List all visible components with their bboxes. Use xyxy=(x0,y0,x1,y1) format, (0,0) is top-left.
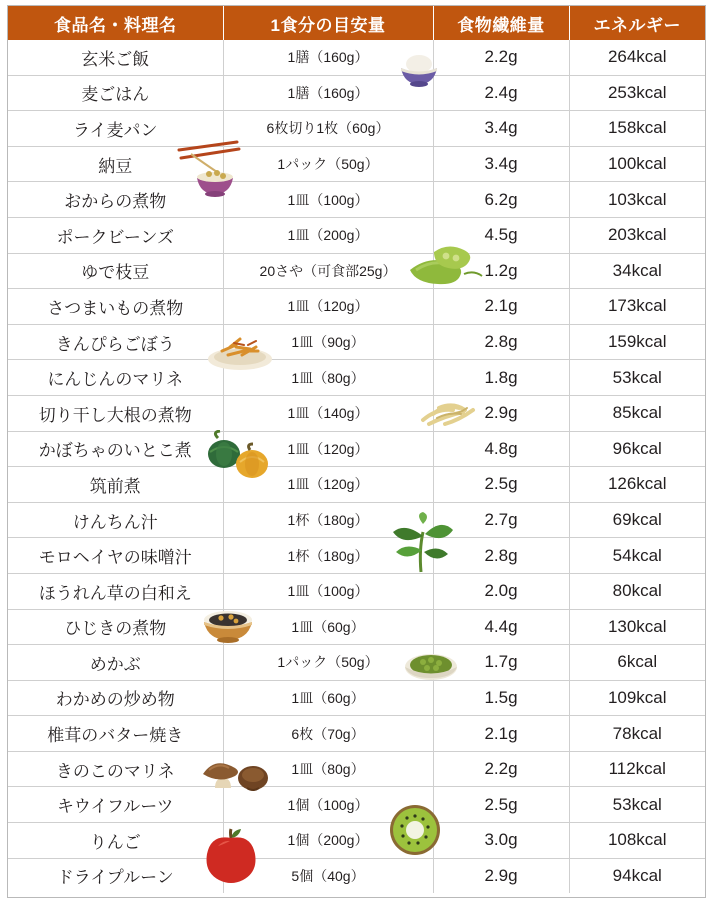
table-row xyxy=(8,75,705,111)
dietary-fiber-table xyxy=(8,6,705,893)
cell-serving-size: 1杯（180g） xyxy=(223,538,433,574)
cell-fiber-amount: 2.1g xyxy=(433,289,569,325)
cell-serving-size: 1皿（100g） xyxy=(223,573,433,609)
cell-energy: 112kcal xyxy=(569,751,705,787)
cell-fiber-amount: 2.0g xyxy=(433,573,569,609)
cell-serving-size: 1膳（160g） xyxy=(223,40,433,75)
cell-fiber-amount: 1.8g xyxy=(433,360,569,396)
cell-food-name: にんじんのマリネ xyxy=(8,360,223,396)
cell-serving-size: 1パック（50g） xyxy=(223,146,433,182)
cell-food-name: 玄米ご飯 xyxy=(8,40,223,75)
cell-food-name: めかぶ xyxy=(8,645,223,681)
table-row xyxy=(8,431,705,467)
cell-food-name: 麦ごはん xyxy=(8,75,223,111)
cell-food-name: モロヘイヤの味噌汁 xyxy=(8,538,223,574)
cell-fiber-amount: 1.5g xyxy=(433,680,569,716)
cell-serving-size: 1皿（90g） xyxy=(223,324,433,360)
cell-fiber-amount: 4.8g xyxy=(433,431,569,467)
table-row xyxy=(8,751,705,787)
cell-food-name: かぼちゃのいとこ煮 xyxy=(8,431,223,467)
cell-energy: 253kcal xyxy=(569,75,705,111)
table-row xyxy=(8,253,705,289)
cell-fiber-amount: 3.0g xyxy=(433,823,569,859)
cell-energy: 53kcal xyxy=(569,787,705,823)
cell-food-name: おからの煮物 xyxy=(8,182,223,218)
column-header-serving-size: 1食分の目安量 xyxy=(223,6,433,40)
column-header-energy: エネルギー xyxy=(569,6,705,40)
cell-serving-size: 1皿（140g） xyxy=(223,395,433,431)
cell-fiber-amount: 3.4g xyxy=(433,111,569,147)
cell-serving-size: 6枚切り1枚（60g） xyxy=(223,111,433,147)
table-row xyxy=(8,40,705,75)
cell-food-name: 椎茸のバター焼き xyxy=(8,716,223,752)
table-row xyxy=(8,502,705,538)
cell-serving-size: 5個（40g） xyxy=(223,858,433,893)
cell-serving-size: 1皿（60g） xyxy=(223,680,433,716)
cell-energy: 96kcal xyxy=(569,431,705,467)
cell-food-name: きんぴらごぼう xyxy=(8,324,223,360)
cell-serving-size: 1皿（200g） xyxy=(223,217,433,253)
cell-food-name: きのこのマリネ xyxy=(8,751,223,787)
cell-energy: 159kcal xyxy=(569,324,705,360)
cell-fiber-amount: 2.5g xyxy=(433,787,569,823)
cell-fiber-amount: 2.1g xyxy=(433,716,569,752)
cell-serving-size: 1皿（120g） xyxy=(223,289,433,325)
table-row xyxy=(8,858,705,893)
cell-energy: 69kcal xyxy=(569,502,705,538)
table-row xyxy=(8,609,705,645)
cell-food-name: りんご xyxy=(8,823,223,859)
cell-energy: 54kcal xyxy=(569,538,705,574)
cell-fiber-amount: 1.7g xyxy=(433,645,569,681)
cell-fiber-amount: 2.7g xyxy=(433,502,569,538)
cell-energy: 34kcal xyxy=(569,253,705,289)
cell-fiber-amount: 2.9g xyxy=(433,858,569,893)
column-header-food-name: 食品名・料理名 xyxy=(8,6,223,40)
cell-fiber-amount: 2.8g xyxy=(433,324,569,360)
cell-energy: 108kcal xyxy=(569,823,705,859)
cell-food-name: ライ麦パン xyxy=(8,111,223,147)
cell-serving-size: 1皿（60g） xyxy=(223,609,433,645)
table-row xyxy=(8,289,705,325)
cell-fiber-amount: 4.4g xyxy=(433,609,569,645)
cell-serving-size: 1パック（50g） xyxy=(223,645,433,681)
cell-energy: 85kcal xyxy=(569,395,705,431)
cell-fiber-amount: 2.9g xyxy=(433,395,569,431)
cell-food-name: キウイフルーツ xyxy=(8,787,223,823)
table-row xyxy=(8,111,705,147)
table-row xyxy=(8,823,705,859)
cell-energy: 130kcal xyxy=(569,609,705,645)
cell-fiber-amount: 2.5g xyxy=(433,467,569,503)
cell-serving-size: 1個（200g） xyxy=(223,823,433,859)
cell-serving-size: 1皿（120g） xyxy=(223,467,433,503)
cell-food-name: 納豆 xyxy=(8,146,223,182)
cell-serving-size: 1膳（160g） xyxy=(223,75,433,111)
table-header-row xyxy=(8,6,705,40)
cell-serving-size: 1杯（180g） xyxy=(223,502,433,538)
cell-energy: 264kcal xyxy=(569,40,705,75)
cell-fiber-amount: 2.2g xyxy=(433,40,569,75)
table-row xyxy=(8,716,705,752)
cell-fiber-amount: 6.2g xyxy=(433,182,569,218)
table-header xyxy=(8,6,705,40)
table-body xyxy=(8,40,705,893)
cell-energy: 158kcal xyxy=(569,111,705,147)
cell-fiber-amount: 2.8g xyxy=(433,538,569,574)
table-row xyxy=(8,573,705,609)
cell-energy: 100kcal xyxy=(569,146,705,182)
table-row xyxy=(8,146,705,182)
cell-food-name: ポークビーンズ xyxy=(8,217,223,253)
cell-food-name: ひじきの煮物 xyxy=(8,609,223,645)
cell-serving-size: 1皿（120g） xyxy=(223,431,433,467)
cell-energy: 94kcal xyxy=(569,858,705,893)
cell-fiber-amount: 1.2g xyxy=(433,253,569,289)
cell-energy: 126kcal xyxy=(569,467,705,503)
cell-fiber-amount: 2.2g xyxy=(433,751,569,787)
table-row xyxy=(8,645,705,681)
table-row xyxy=(8,324,705,360)
table-row xyxy=(8,217,705,253)
cell-serving-size: 1皿（80g） xyxy=(223,751,433,787)
cell-food-name: ほうれん草の白和え xyxy=(8,573,223,609)
cell-energy: 203kcal xyxy=(569,217,705,253)
cell-food-name: ドライプルーン xyxy=(8,858,223,893)
cell-fiber-amount: 3.4g xyxy=(433,146,569,182)
cell-energy: 53kcal xyxy=(569,360,705,396)
table-row xyxy=(8,360,705,396)
cell-fiber-amount: 4.5g xyxy=(433,217,569,253)
cell-food-name: わかめの炒め物 xyxy=(8,680,223,716)
cell-serving-size: 6枚（70g） xyxy=(223,716,433,752)
cell-food-name: 筑前煮 xyxy=(8,467,223,503)
cell-food-name: さつまいもの煮物 xyxy=(8,289,223,325)
table-row xyxy=(8,787,705,823)
cell-serving-size: 1皿（100g） xyxy=(223,182,433,218)
cell-food-name: ゆで枝豆 xyxy=(8,253,223,289)
cell-energy: 6kcal xyxy=(569,645,705,681)
cell-fiber-amount: 2.4g xyxy=(433,75,569,111)
cell-energy: 173kcal xyxy=(569,289,705,325)
table-row xyxy=(8,182,705,218)
cell-serving-size: 1皿（80g） xyxy=(223,360,433,396)
table-row xyxy=(8,467,705,503)
cell-serving-size: 20さや（可食部25g） xyxy=(223,253,433,289)
table-row xyxy=(8,680,705,716)
cell-energy: 80kcal xyxy=(569,573,705,609)
cell-energy: 78kcal xyxy=(569,716,705,752)
cell-energy: 109kcal xyxy=(569,680,705,716)
table-row xyxy=(8,538,705,574)
column-header-fiber-amount: 食物繊維量 xyxy=(433,6,569,40)
cell-energy: 103kcal xyxy=(569,182,705,218)
cell-food-name: 切り干し大根の煮物 xyxy=(8,395,223,431)
cell-serving-size: 1個（100g） xyxy=(223,787,433,823)
cell-food-name: けんちん汁 xyxy=(8,502,223,538)
table-row xyxy=(8,395,705,431)
